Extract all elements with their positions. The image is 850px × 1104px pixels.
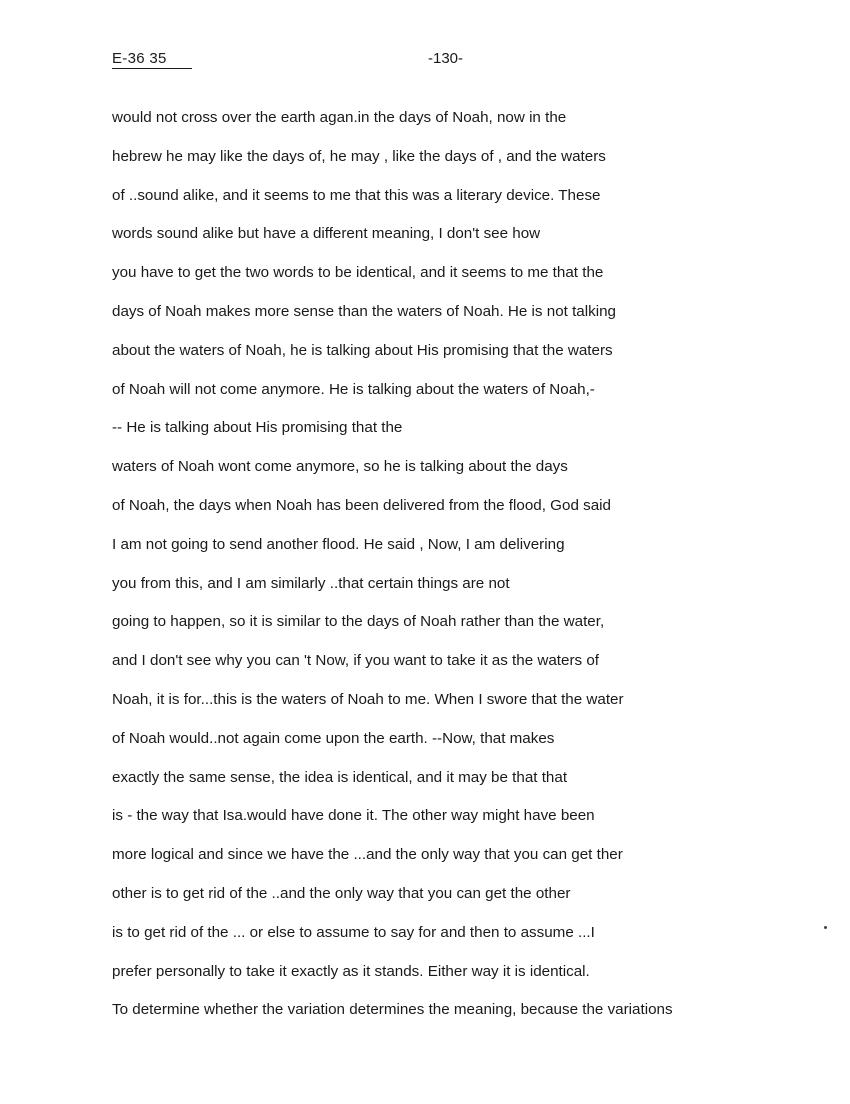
- text-line: Noah, it is for...this is the waters of Noah to me. When I swore that the water: [112, 690, 624, 708]
- document-code: E-36 35: [112, 50, 167, 67]
- text-line: of ..sound alike, and it seems to me that this was a literary device. These: [112, 186, 601, 204]
- text-line: and I don't see why you can 't Now, if you want to take it as the waters of: [112, 652, 600, 670]
- text-line: words sound alike but have a different meaning, I don't see how: [112, 225, 541, 243]
- text-line: exactly the same sense, the idea is identical, and it may be that that: [112, 768, 568, 786]
- text-line: of Noah would..not again come upon the earth. --Now, that makes: [112, 729, 555, 747]
- text-line: -- He is talking about His promising that the: [112, 419, 403, 437]
- text-line: waters of Noah wont come anymore, so he is talking about the days: [112, 458, 568, 476]
- text-line: I am not going to send another flood. He said , Now, I am delivering: [112, 535, 565, 553]
- text-line: going to happen, so it is similar to the days of Noah rather than the water,: [112, 613, 605, 631]
- text-line: other is to get rid of the ..and the only way that you can get the other: [112, 884, 571, 902]
- text-line: would not cross over the earth agan.in the days of Noah, now in the: [112, 109, 567, 126]
- text-line: of Noah will not come anymore. He is talking about the waters of Noah,-: [112, 380, 595, 398]
- text-line: you from this, and I am similarly ..that certain things are not: [112, 574, 510, 592]
- text-line: more logical and since we have the ...and the only way that you can get ther: [112, 846, 623, 864]
- code-underline: [112, 68, 192, 69]
- text-line: prefer personally to take it exactly as it stands. Either way it is identical.: [112, 962, 590, 980]
- text-line: of Noah, the days when Noah has been delivered from the flood, God said: [112, 496, 611, 514]
- page-number: -130-: [428, 50, 464, 67]
- text-line: about the waters of Noah, he is talking about His promising that the waters: [112, 341, 613, 359]
- transcript-body: [112, 106, 822, 1037]
- text-line: hebrew he may like the days of, he may , like the days of , and the waters: [112, 147, 606, 165]
- text-line: is - the way that Isa.would have done it. The other way might have been: [112, 807, 595, 825]
- text-line: is to get rid of the ... or else to assume to say for and then to assume ...I: [112, 923, 595, 941]
- stray-mark: [824, 926, 827, 929]
- text-line: To determine whether the variation determines the meaning, because the variations: [112, 1001, 673, 1019]
- text-line: days of Noah makes more sense than the waters of Noah. He is not talking: [112, 302, 616, 320]
- text-line: you have to get the two words to be identical, and it seems to me that the: [112, 264, 604, 282]
